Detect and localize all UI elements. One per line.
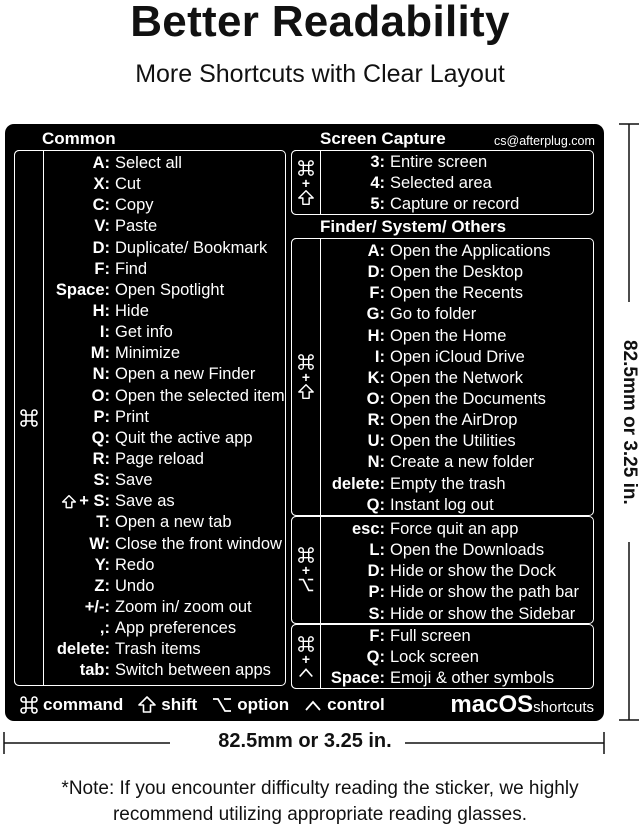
plus-icon: +: [301, 562, 311, 578]
page-title: Better Readability: [130, 0, 510, 46]
shortcut-key: +/-:: [84, 597, 110, 616]
finder-group-2-list: [322, 519, 592, 625]
shortcut-row: [322, 304, 592, 325]
common-list: [45, 153, 285, 682]
shortcut-description: Hide or show the Sidebar: [390, 604, 576, 623]
legend-command: [19, 695, 123, 715]
shortcut-key: N:: [367, 453, 385, 472]
shortcut-description: Open the AirDrop: [390, 411, 518, 430]
option-icon: [211, 695, 233, 715]
note-line-1: *Note: If you encounter difficulty reading the sticker, we highly: [61, 778, 579, 799]
shortcut-key: P:: [368, 583, 385, 602]
screen-capture-section-title: Screen Capture: [320, 129, 446, 148]
shortcut-description: Save: [115, 471, 153, 490]
shortcut-key: V:: [94, 217, 110, 236]
control-icon: [297, 665, 315, 679]
legend-shift: [137, 695, 197, 715]
shortcut-sticker: [5, 124, 604, 721]
shortcut-description: Hide or show the path bar: [390, 583, 579, 602]
shortcut-description: Capture or record: [390, 195, 520, 214]
shortcut-key: 5:: [370, 195, 385, 214]
shortcut-key: 3:: [370, 153, 385, 171]
shortcut-row: [45, 301, 285, 322]
screen-capture-modifier: [291, 150, 321, 215]
shortcut-key: G:: [366, 305, 385, 324]
shortcut-row: [322, 389, 592, 410]
shortcut-key: delete:: [56, 640, 110, 659]
shortcut-row: [45, 322, 285, 343]
horizontal-dimension-label: 82.5mm or 3.25 in.: [218, 730, 392, 752]
shortcut-key: D:: [367, 562, 385, 581]
command-icon: [297, 635, 315, 653]
shortcut-description: Redo: [115, 555, 155, 574]
shortcut-description: Empty the trash: [390, 474, 506, 493]
finder-group-3-modifier: [291, 624, 321, 689]
shortcut-row: [45, 259, 285, 280]
shortcut-key: H:: [92, 301, 110, 320]
shortcut-description: Close the front window: [115, 534, 282, 553]
shortcut-description: Force quit an app: [390, 520, 519, 538]
shortcut-row: [45, 639, 285, 660]
common-modifier: [14, 150, 44, 686]
shortcut-description: Go to folder: [390, 305, 477, 324]
shortcut-row: [45, 153, 285, 174]
shortcut-row: [322, 540, 592, 561]
shortcut-description: Quit the active app: [115, 428, 253, 447]
shortcut-key: R:: [92, 449, 110, 468]
shortcut-row: [45, 491, 285, 512]
shortcut-key: Space:: [330, 669, 385, 688]
vertical-dimension-label: 82.5mm or 3.25 in.: [619, 339, 640, 505]
shortcut-key: F:: [369, 284, 385, 303]
shortcut-description: Print: [115, 407, 149, 426]
shortcut-description: Open the Downloads: [390, 541, 545, 560]
shortcut-row: [322, 347, 592, 368]
shortcut-description: Open the Applications: [390, 242, 551, 260]
shortcut-key: U:: [367, 432, 385, 451]
screen-capture-list: [322, 152, 592, 215]
shift-icon: [297, 383, 315, 401]
shortcut-row: [45, 470, 285, 491]
shortcut-description: Hide or show the Dock: [390, 562, 556, 581]
shortcut-row: [45, 660, 285, 681]
shortcut-row: [322, 519, 592, 540]
shortcut-key: Y:: [94, 555, 110, 574]
shortcut-row: [322, 152, 592, 173]
shortcut-row: [322, 431, 592, 452]
shift-icon: [297, 189, 315, 207]
brand-main: macOS: [450, 691, 534, 718]
finder-group-3-list: [322, 626, 592, 689]
shortcut-description: Open Spotlight: [115, 280, 225, 299]
shortcut-row: [45, 407, 285, 428]
shortcut-key: Q:: [366, 648, 385, 667]
legend-option: [211, 695, 289, 715]
shortcut-key: tab:: [79, 661, 110, 680]
shortcut-row: [322, 647, 592, 668]
vertical-dimension: [608, 122, 640, 722]
shortcut-description: Minimize: [115, 344, 181, 363]
shortcut-row: [45, 238, 285, 259]
legend-shift-label: shift: [161, 695, 198, 714]
shortcut-description: Open the Recents: [390, 284, 523, 303]
legend-option-label: option: [237, 695, 290, 714]
shortcut-row: [45, 555, 285, 576]
shortcut-key: F:: [94, 259, 110, 278]
shortcut-key: S:: [93, 471, 110, 490]
shortcut-key: I:: [99, 323, 110, 342]
shift-icon: [61, 494, 77, 510]
shortcut-row: [45, 576, 285, 597]
finder-section-title: Finder/ System/ Others: [320, 217, 507, 236]
shortcut-row: [322, 326, 592, 347]
shortcut-key: I:: [374, 347, 385, 366]
shortcut-key: D:: [92, 238, 110, 257]
shortcut-key: O:: [91, 386, 110, 405]
shortcut-row: [322, 452, 592, 473]
finder-group-2-modifier: [291, 516, 321, 624]
shortcut-description: Selected area: [390, 174, 492, 193]
shortcut-row: [322, 626, 592, 647]
shortcut-description: Page reload: [115, 449, 204, 468]
shortcut-row: [322, 262, 592, 283]
shortcut-description: Create a new folder: [390, 453, 534, 472]
shortcut-row: [322, 495, 592, 516]
shortcut-row: [45, 216, 285, 237]
plus-icon: +: [301, 174, 311, 191]
shortcut-key: 4:: [370, 174, 385, 193]
shortcut-description: Save as: [115, 492, 175, 511]
modifier-legend: [19, 692, 399, 718]
command-icon: [19, 695, 39, 715]
contact-email: cs@afterplug.com: [494, 134, 595, 148]
shortcut-row: [322, 283, 592, 304]
shortcut-description: Open the Utilities: [390, 432, 516, 451]
shortcut-description: Open the selected item: [115, 386, 285, 405]
shortcut-description: Copy: [115, 196, 154, 215]
finder-group-1-modifier: [291, 238, 321, 516]
shortcut-description: Cut: [115, 175, 141, 194]
shortcut-row: [45, 512, 285, 533]
shortcut-description: Hide: [115, 301, 149, 320]
shortcut-key: esc:: [351, 520, 385, 538]
shortcut-description: Open the Documents: [390, 389, 546, 408]
shortcut-description: Open the Network: [390, 368, 523, 387]
finder-group-1-list: [322, 241, 592, 516]
shortcut-key: T:: [96, 513, 110, 532]
shortcut-description: Select all: [115, 154, 182, 172]
shortcut-key: D:: [367, 263, 385, 282]
shortcut-key: Q:: [366, 495, 385, 514]
shortcut-key: X:: [93, 175, 110, 194]
shortcut-description: Open iCloud Drive: [390, 347, 525, 366]
shortcut-description: Full screen: [390, 627, 471, 645]
shift-icon: [137, 695, 157, 715]
shortcut-key: K:: [367, 368, 385, 387]
shortcut-key: F:: [369, 627, 385, 645]
shortcut-key: R:: [367, 411, 385, 430]
shortcut-key: delete:: [331, 474, 385, 493]
shortcut-description: Duplicate/ Bookmark: [115, 238, 268, 257]
brand-suffix: shortcuts: [533, 699, 594, 716]
shortcut-row: [322, 410, 592, 431]
shortcut-row: [45, 364, 285, 385]
option-icon: [297, 576, 315, 594]
shortcut-row: [322, 668, 592, 689]
command-icon: [297, 159, 315, 177]
control-icon: [303, 697, 323, 713]
shortcut-key: N:: [92, 365, 110, 384]
shortcut-description: Zoom in/ zoom out: [115, 597, 252, 616]
shortcut-description: Emoji & other symbols: [390, 669, 555, 688]
shortcut-row: [45, 534, 285, 555]
shortcut-key: P:: [93, 407, 110, 426]
shortcut-row: [45, 343, 285, 364]
shortcut-key: A:: [92, 154, 110, 172]
shortcut-key: ,:: [99, 619, 110, 638]
command-icon: [19, 408, 39, 428]
shortcut-key: Z:: [94, 576, 110, 595]
shortcut-description: Open the Desktop: [390, 263, 523, 282]
shortcut-row: [45, 428, 285, 449]
shortcut-description: Open a new Finder: [115, 365, 256, 384]
shortcut-description: Undo: [115, 576, 155, 595]
shortcut-key: A:: [367, 242, 385, 260]
shortcut-row: [322, 368, 592, 389]
shortcut-description: Switch between apps: [115, 661, 271, 680]
shortcut-description: Lock screen: [390, 648, 479, 667]
note-line-2: recommend utilizing appropriate reading glasses.: [112, 804, 527, 825]
shortcut-row: [45, 195, 285, 216]
common-section-title: Common: [42, 129, 116, 148]
shortcut-description: Instant log out: [390, 495, 494, 514]
shortcut-row: [45, 386, 285, 407]
shortcut-key-text: + S:: [79, 492, 110, 511]
shortcut-description: App preferences: [115, 619, 237, 638]
shortcut-row: [45, 174, 285, 195]
shortcut-row: [322, 604, 592, 625]
shortcut-row: [45, 449, 285, 470]
shortcut-description: Get info: [115, 323, 173, 342]
brand-logo: [450, 691, 594, 722]
shortcut-row: [322, 241, 592, 262]
horizontal-dimension: [0, 726, 610, 756]
legend-control: [303, 695, 385, 715]
plus-icon: +: [301, 650, 311, 667]
shortcut-description: Entire screen: [390, 153, 488, 171]
shortcut-row: [322, 194, 592, 215]
legend-control-label: control: [327, 695, 385, 714]
shortcut-key: M:: [90, 344, 110, 363]
shortcut-description: Open the Home: [390, 326, 507, 345]
reading-note: [0, 776, 640, 828]
shortcut-row: [322, 582, 592, 603]
shortcut-key: O:: [366, 389, 385, 408]
shortcut-key: W:: [89, 534, 110, 553]
shortcut-row: [322, 561, 592, 582]
shortcut-description: Trash items: [115, 640, 201, 659]
shortcut-description: Open a new tab: [115, 513, 232, 532]
legend-command-label: command: [43, 695, 124, 714]
shortcut-key: Space:: [55, 280, 110, 299]
shortcut-key: Q:: [91, 428, 110, 447]
shortcut-row: [45, 280, 285, 301]
plus-icon: +: [301, 369, 311, 385]
shortcut-row: [45, 618, 285, 639]
shortcut-key: S:: [368, 604, 385, 623]
shortcut-description: Find: [115, 259, 148, 278]
shortcut-row: [322, 474, 592, 495]
shortcut-key: H:: [367, 326, 385, 345]
shortcut-key: C:: [92, 196, 110, 215]
shortcut-row: [322, 173, 592, 194]
shortcut-key: L:: [369, 541, 385, 560]
page-subtitle: More Shortcuts with Clear Layout: [135, 60, 505, 88]
shortcut-row: [45, 597, 285, 618]
shortcut-description: Paste: [115, 217, 158, 236]
